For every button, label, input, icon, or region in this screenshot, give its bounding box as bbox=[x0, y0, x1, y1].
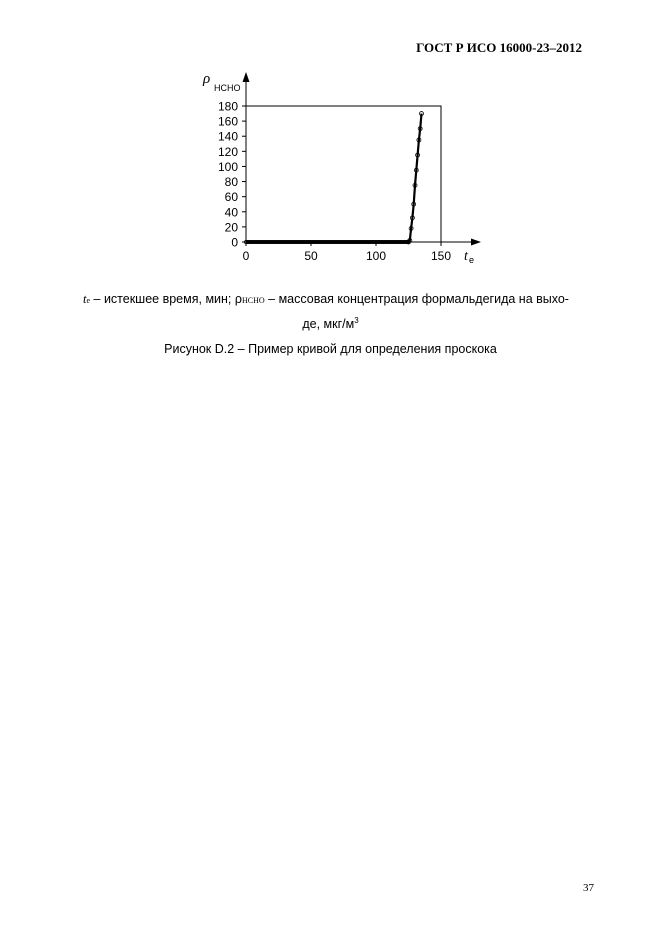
caption-text-1: – истекшее время, мин; bbox=[90, 292, 235, 306]
y-tick-label: 100 bbox=[217, 159, 238, 174]
series-line bbox=[246, 114, 422, 242]
x-tick-label: 50 bbox=[304, 249, 318, 263]
y-tick-label: 20 bbox=[224, 220, 238, 235]
caption-line-1 bbox=[83, 291, 569, 309]
x-tick-label: 150 bbox=[430, 249, 452, 263]
x-axis-subscript: e bbox=[469, 255, 475, 265]
y-tick-label: 0 bbox=[231, 235, 238, 250]
breakthrough-chart bbox=[0, 0, 661, 280]
caption-text-2: – массовая концентрация формальдегида на выхо- bbox=[264, 292, 569, 306]
caption-var-t-sub: e bbox=[86, 296, 91, 305]
chart-axis-labels bbox=[202, 71, 474, 265]
figure-caption: Рисунок D.2 – Пример кривой для определения проскока bbox=[164, 342, 497, 356]
y-tick-label: 80 bbox=[224, 175, 238, 190]
caption-superscript: 3 bbox=[354, 316, 359, 325]
x-axis-arrow bbox=[471, 239, 481, 246]
caption-var-t: t bbox=[83, 292, 87, 306]
caption-text-3: де, мкг/м bbox=[302, 317, 355, 332]
y-tick-label: 180 bbox=[217, 99, 238, 114]
caption-rho-sub: HCHO bbox=[242, 296, 265, 305]
caption-line-2 bbox=[0, 313, 661, 332]
chart-series bbox=[244, 112, 423, 244]
y-tick-label: 140 bbox=[217, 129, 238, 144]
y-axis-symbol: ρ bbox=[203, 71, 211, 87]
x-tick-label: 100 bbox=[365, 249, 387, 263]
y-tick-label: 40 bbox=[224, 205, 238, 220]
y-tick-label: 160 bbox=[217, 114, 238, 129]
y-axis-arrow bbox=[243, 72, 250, 82]
chart-axes bbox=[243, 72, 482, 246]
x-axis-symbol: t bbox=[464, 249, 468, 264]
caption-rho: ρ bbox=[234, 292, 242, 306]
x-tick-label: 0 bbox=[242, 249, 250, 263]
y-axis-subscript: HCHO bbox=[214, 83, 241, 93]
page-number: 37 bbox=[583, 882, 594, 894]
document-header: ГОСТ Р ИСО 16000-23–2012 bbox=[416, 40, 582, 55]
y-tick-label: 120 bbox=[217, 144, 238, 159]
y-tick-label: 60 bbox=[224, 190, 238, 205]
